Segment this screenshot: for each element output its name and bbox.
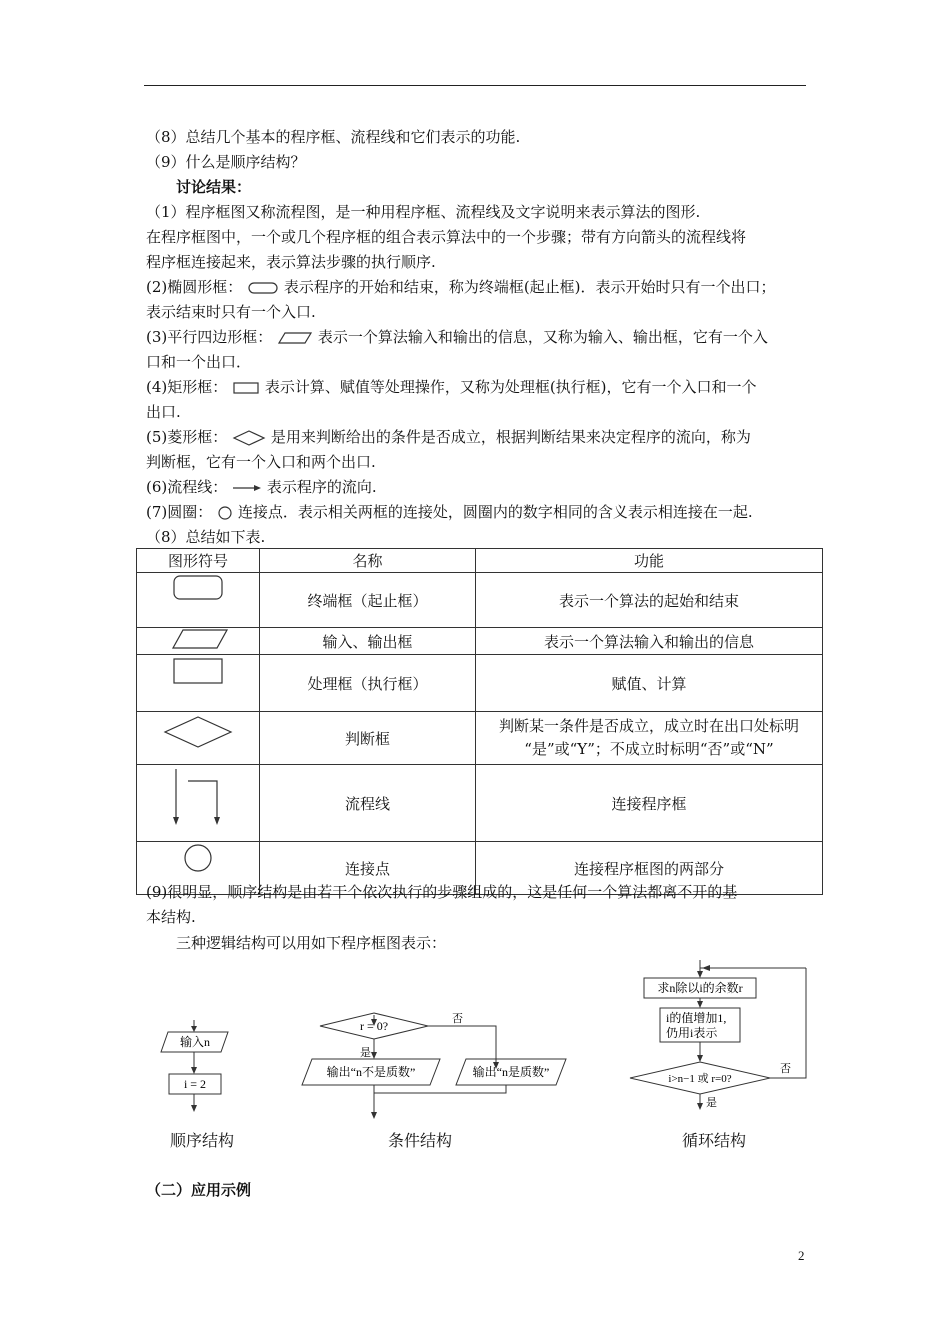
text-line: （9）什么是顺序结构？: [146, 153, 306, 171]
text-line: 在程序框图中，一个或几个程序框的组合表示算法中的一个步骤；带有方向箭头的流程线将: [146, 228, 747, 246]
output-not-prime-label: 输出“n不是质数”: [326, 1065, 416, 1079]
name-cell: 连接点: [260, 842, 476, 895]
name-cell: 判断框: [260, 712, 476, 765]
text-line: [146, 477, 377, 497]
decision-symbol-icon: [137, 712, 259, 760]
parallelogram-icon: [277, 330, 313, 346]
sequence-caption: 顺序结构: [170, 1131, 235, 1150]
name-cell: 输入、输出框: [260, 628, 476, 655]
loop-condition-label: i>n−1 或 r=0?: [668, 1073, 732, 1085]
table-row: [137, 765, 823, 842]
header-rule: [144, 85, 806, 86]
remainder-label: 求n除以i的余数r: [657, 981, 743, 995]
label: (2)椭圆形框：: [146, 278, 243, 296]
process-symbol-icon: [137, 655, 259, 707]
name-cell: 处理框（执行框）: [260, 655, 476, 712]
label: 表示计算、赋值等处理操作，又称为处理框(执行框)，它有一个入口和一个: [264, 378, 757, 396]
symbol-cell: [137, 573, 260, 628]
function-cell: 赋值、计算: [476, 655, 823, 712]
label: 表示程序的开始和结束，称为终端框(起止框)．表示开始时只有一个出口；: [283, 278, 776, 296]
label: (3)平行四边形框：: [146, 328, 273, 346]
flowline-symbol-icon: [137, 765, 259, 837]
text-line: 程序框连接起来，表示算法步骤的执行顺序.: [146, 253, 436, 271]
header-cell: 图形符号: [137, 549, 260, 573]
text-line: 出口.: [146, 403, 181, 421]
table-row: [137, 655, 823, 712]
label: 是用来判断给出的条件是否成立，根据判断结果来决定程序的流向，称为: [270, 428, 751, 446]
text-line: [146, 502, 753, 522]
function-cell: 连接程序框: [476, 765, 823, 842]
condition-label: r = 0?: [359, 1019, 389, 1033]
conditional-diagram: [296, 1005, 576, 1120]
text-line: (9)很明显，顺序结构是由若干个依次执行的步骤组成的，这是任何一个算法都离不开的基: [146, 883, 738, 901]
loop-caption: 循环结构: [682, 1131, 747, 1150]
label: (6)流程线：: [146, 478, 228, 496]
output-prime-label: 输出“n是质数”: [472, 1065, 550, 1079]
section-heading: （二）应用示例: [146, 1181, 252, 1199]
function-cell: 表示一个算法的起始和结束: [476, 573, 823, 628]
header-cell: 名称: [260, 549, 476, 573]
function-line: 判断某一条件是否成立，成立时在出口处标明: [498, 717, 799, 735]
symbol-table: [136, 548, 823, 895]
symbol-cell: [137, 655, 260, 712]
text-line: （1）程序框图又称流程图，是一种用程序框、流程线及文字说明来表示算法的图形.: [146, 203, 701, 221]
text-line: 口和一个出口．: [146, 353, 252, 371]
table-row: [137, 628, 823, 655]
yes-label: 是: [706, 1097, 717, 1109]
text-line: （8）总结几个基本的程序框、流程线和它们表示的功能.: [146, 128, 521, 146]
sequence-assign-label: i = 2: [183, 1077, 207, 1091]
function-cell: 表示一个算法输入和输出的信息: [476, 628, 823, 655]
function-cell: [476, 712, 823, 765]
text-line: 判断框，它有一个入口和两个出口.: [146, 453, 376, 471]
no-label: 否: [780, 1063, 791, 1075]
discussion-heading: 讨论结果：: [176, 178, 252, 196]
increment-label: i的值增加1,: [666, 1011, 727, 1025]
text-line: 本结构.: [146, 908, 196, 926]
label: 连接点．表示相关两框的连接处，圆圈内的数字相同的含义表示相连接在一起.: [237, 503, 753, 521]
sequence-input-label: 输入n: [179, 1035, 211, 1049]
label: (4)矩形框：: [146, 378, 228, 396]
table-row: [137, 573, 823, 628]
io-symbol-icon: [137, 628, 259, 650]
text-line: [146, 377, 757, 397]
symbol-cell: [137, 712, 260, 765]
label: 表示程序的流向.: [266, 478, 377, 496]
function-cell: 连接程序框图的两部分: [476, 842, 823, 895]
function-line: “是”或“Y”；不成立时标明“否”或“N”: [524, 740, 774, 758]
header-cell: 功能: [476, 549, 823, 573]
text-line: [146, 277, 776, 297]
table-row: [137, 712, 823, 765]
label: 表示一个算法输入和输出的信息，又称为输入、输出框，它有一个入: [317, 328, 768, 346]
increment-label: 仍用i表示: [666, 1026, 718, 1040]
diamond-icon: [232, 429, 266, 447]
loop-diagram: [620, 960, 820, 1120]
label: (5)菱形框：: [146, 428, 228, 446]
table-header-row: [137, 549, 823, 573]
rounded-rect-icon: [247, 280, 279, 296]
text-line: [146, 327, 768, 347]
symbol-cell: [137, 628, 260, 655]
name-cell: 终端框（起止框）: [260, 573, 476, 628]
conditional-caption: 条件结构: [388, 1131, 453, 1150]
label: (7)圆圈：: [146, 503, 213, 521]
text-line: 表示结束时只有一个入口.: [146, 303, 316, 321]
text-line: （8）总结如下表.: [146, 528, 266, 546]
rectangle-icon: [232, 380, 260, 396]
text-line: 三种逻辑结构可以用如下程序框图表示：: [176, 934, 447, 952]
name-cell: 流程线: [260, 765, 476, 842]
terminal-symbol-icon: [137, 573, 259, 623]
no-label: 否: [452, 1013, 463, 1025]
sequence-diagram: [150, 1010, 250, 1120]
symbol-cell: [137, 765, 260, 842]
page-number: 2: [798, 1248, 805, 1263]
arrow-icon: [232, 482, 262, 494]
yes-label: 是: [360, 1047, 371, 1059]
text-line: [146, 427, 751, 447]
circle-icon: [217, 505, 233, 521]
